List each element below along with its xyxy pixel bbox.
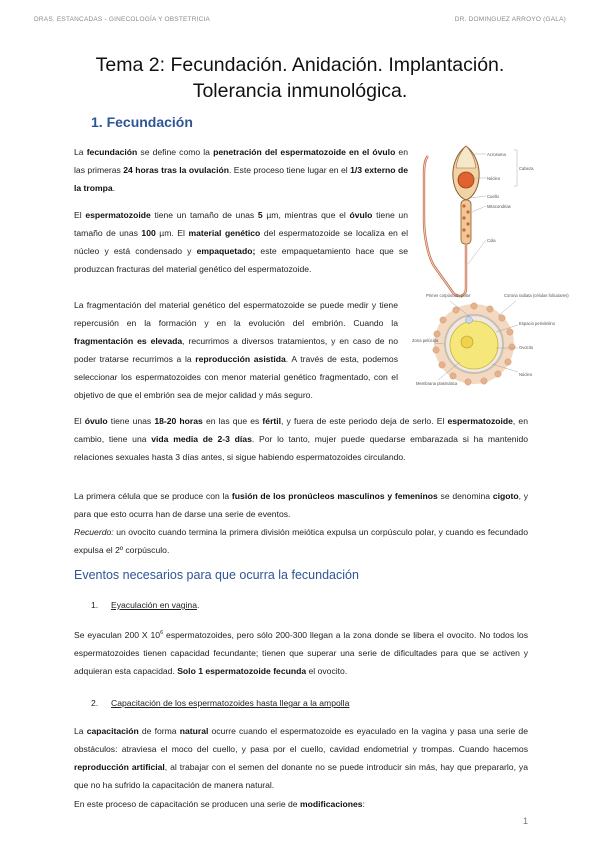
paragraph-capacitation: La capacitación de forma natural ocurre cuando el espermatozoide es eyaculado en la vagina y pasa una serie de obstáculos: atraviesa el moco del cuello, y pasa por el cuello, cavidad endometrial y trompas. Cuando hacemos reproducción artificial, al trabajar con el semen del donante no se puede introducir sin más, hay que prepararlo, ya que no ha sufrido la capacitación de manera natural. xyxy=(74,726,528,790)
midpiece-shape xyxy=(461,200,471,244)
page-title xyxy=(40,52,560,104)
sperm-diagram xyxy=(410,140,538,302)
oocyte-diagram xyxy=(412,292,569,392)
paragraph-zygote: La primera célula que se produce con la fusión de los pronúcleos masculinos y femeninos se denomina cigoto, y para que esto ocurra han de darse una serie de eventos. Recuerdo: un ovocito cuando termina la primera división meiótica expulsa un corpúsculo polar, y cuando es fecundado expulsa el 2º corpúsculo. xyxy=(74,491,528,555)
label-corona-radiata: Corona radiata (células foliculares) xyxy=(504,293,569,298)
paragraph-definition: La fecundación se define como la penetración del espermatozoide en el óvulo en las primeras 24 horas tras la ovulación. Este proceso tiene lugar en el 1/3 externo de la trompa. xyxy=(74,147,408,193)
header-course: DRAS. ESTANCADAS - GINECOLOGÍA Y OBSTETRICIA xyxy=(34,16,211,23)
section-heading-eventos: Eventos necesarios para que ocurra la fecundación xyxy=(74,568,359,582)
paragraph-ejaculation: Se eyaculan 200 X $10^6$ espermatozoides, pero sólo 200-300 llegan a la zona donde se libera el ovocito. No todos los espermatozoides tienen capacidad fecundante; tienen que superar una serie de dificultades para que se activen y adquieran esta capacidad. Solo 1 espermatozoide fecunda el ovocito. xyxy=(74,629,528,676)
mitochondrion-dot xyxy=(466,210,469,213)
label-ovocito: Ovocito xyxy=(519,345,534,350)
section-heading-fecundacion: 1. Fecundación xyxy=(91,114,193,130)
list-item-eyaculacion: 1. Eyaculación en vagina. xyxy=(91,600,200,610)
label-plasma-membrane: Membrana plasmática xyxy=(416,381,458,386)
label-acrosome: Acrosoma xyxy=(487,152,506,157)
paragraph-modifications: En este proceso de capacitación se producen una serie de modificaciones: xyxy=(74,799,365,809)
acrosome-shape xyxy=(456,146,476,168)
mitochondrion-dot xyxy=(462,216,465,219)
ovocito-shape xyxy=(450,321,498,369)
label-head: Cabeza xyxy=(519,166,534,171)
polar-body-shape xyxy=(466,317,473,324)
label-perivitelline-space: Espacio perivitelino xyxy=(519,321,556,326)
page-number: 1 xyxy=(522,816,528,826)
list-item-capacitacion: 2. Capacitación de los espermatozoides hasta llegar a la ampolla xyxy=(91,698,350,708)
nucleus-shape xyxy=(458,172,474,188)
label-neck: Cuello xyxy=(487,194,499,199)
label-polar-body: Primer corpúsculo polar xyxy=(426,293,471,298)
mitochondrion-dot xyxy=(466,222,469,225)
label-zona-pelucida: Zona pelúcida xyxy=(412,338,439,343)
paragraph-fragmentation: La fragmentación del material genético del espermatozoide se puede medir y tiene repercusión en la formación y en la evolución del embrión. Cuando la fragmentación es elevada, recurrimos a diversos tratamientos, y en caso de no poder tratarse recurrimos a la reproducción asistida. A través de esta, podemos seleccionar los espermatozoides con menor material genético fragmentado, con el objetivo de que el embrión sea de mejor calidad y más seguro. xyxy=(74,300,398,400)
title-line-2: Tolerancia inmunológica. xyxy=(192,80,408,102)
mitochondrion-dot xyxy=(466,234,469,237)
title-line-1: Tema 2: Fecundación. Anidación. Implantación. xyxy=(95,54,505,76)
nucleus-shape xyxy=(461,336,473,348)
header-author: DR. DOMINGUEZ ARROYO (GALA) xyxy=(454,16,566,23)
label-nucleus: Núcleo xyxy=(487,176,501,181)
paragraph-sizes: El espermatozoide tiene un tamaño de unas 5 µm, mientras que el óvulo tiene un tamaño de unas 100 µm. El material genético del espermatozoide se localiza en el núcleo y está condensado y empaquetado; este empaquetamiento hace que se produzcan fracturas del material genético del espermatozoide. xyxy=(74,210,408,274)
label-nucleus: Núcleo xyxy=(519,372,533,377)
mitochondrion-dot xyxy=(462,228,465,231)
label-tail: Cola xyxy=(487,238,496,243)
label-mitochondria: Mitocondrias xyxy=(487,204,511,209)
paragraph-lifespan: El óvulo tiene unas 18-20 horas en las que es fértil, y fuera de este periodo deja de serlo. El espermatozoide, en cambio, tiene una vida media de 2-3 días. Por lo tanto, mujer puede quedarse embarazada si ha mantenido relaciones sexuales hasta 3 días antes, si sigue habiendo espermatozoides circulando. xyxy=(74,416,529,462)
mitochondrion-dot xyxy=(462,204,465,207)
